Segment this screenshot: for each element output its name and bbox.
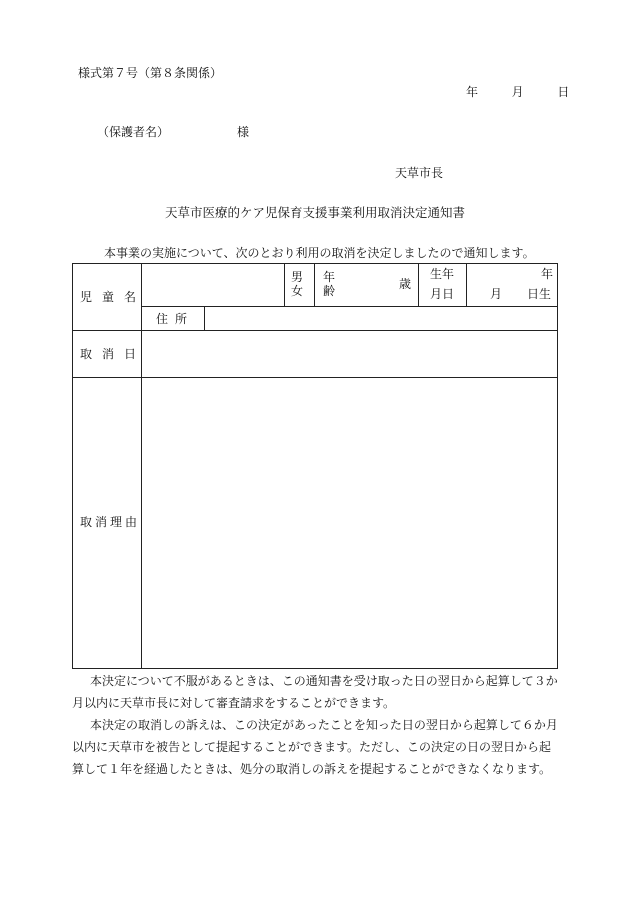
table-border-top — [72, 263, 558, 264]
age-label-bottom: 齢 — [323, 284, 336, 298]
cancel-reason-label: 取消理由 — [80, 515, 141, 529]
table-rule — [141, 263, 142, 669]
note-line: 以内に天草市を被告として提起することができます。ただし、この決定の日の翌日から起 — [72, 740, 552, 754]
table-border-right — [557, 263, 558, 669]
note-line: 本決定の取消しの訴えは、この決定があったことを知った日の翌日から起算して６か月 — [90, 718, 558, 732]
table-rule — [314, 263, 315, 306]
recipient-honorific: 様 — [237, 125, 250, 139]
birth-year-label: 年 — [541, 267, 554, 281]
age-unit: 歳 — [399, 277, 412, 291]
birth-day-label: 日生 — [527, 287, 552, 301]
age-label-top: 年 — [323, 270, 336, 284]
date-line — [466, 86, 569, 98]
date-year-label: 年 — [466, 85, 479, 99]
table-border-left — [72, 263, 73, 669]
note-line: 月以内に天草市長に対して審査請求をすることができます。 — [72, 696, 396, 710]
birth-month-label: 月 — [490, 287, 503, 301]
gender-label-bottom: 女 — [291, 284, 304, 298]
date-month-label: 月 — [511, 85, 524, 99]
recipient — [97, 126, 249, 138]
gender-label-top: 男 — [291, 270, 304, 284]
table-rule — [466, 263, 467, 306]
cancel-date-label: 取消日 — [80, 347, 147, 361]
table-rule — [418, 263, 419, 306]
issuer: 天草市長 — [395, 166, 444, 180]
note-line: 本決定について不服があるときは、この通知書を受け取った日の翌日から起算して３か — [90, 674, 558, 688]
table-rule — [204, 306, 205, 330]
recipient-label: （保護者名） — [97, 125, 170, 139]
table-rule — [72, 377, 558, 378]
birth-label-top: 生年 — [430, 267, 455, 281]
date-day-label: 日 — [557, 85, 570, 99]
birth-label-bottom: 月日 — [430, 287, 455, 301]
table-border-bottom — [72, 668, 558, 669]
note-line: 算して１年を経過したときは、処分の取消しの訴えを提起することができなくなります。 — [72, 762, 552, 776]
table-rule — [72, 330, 558, 331]
document-title: 天草市医療的ケア児保育支援事業利用取消決定通知書 — [164, 205, 465, 220]
notes-block — [72, 670, 560, 780]
intro-text: 本事業の実施について、次のとおり利用の取消を決定しましたので通知します。 — [104, 246, 535, 260]
child-name-label: 児童名 — [80, 290, 147, 304]
address-label: 住所 — [156, 312, 195, 326]
form-number: 様式第７号（第８条関係） — [78, 66, 223, 80]
table-rule — [284, 263, 285, 306]
